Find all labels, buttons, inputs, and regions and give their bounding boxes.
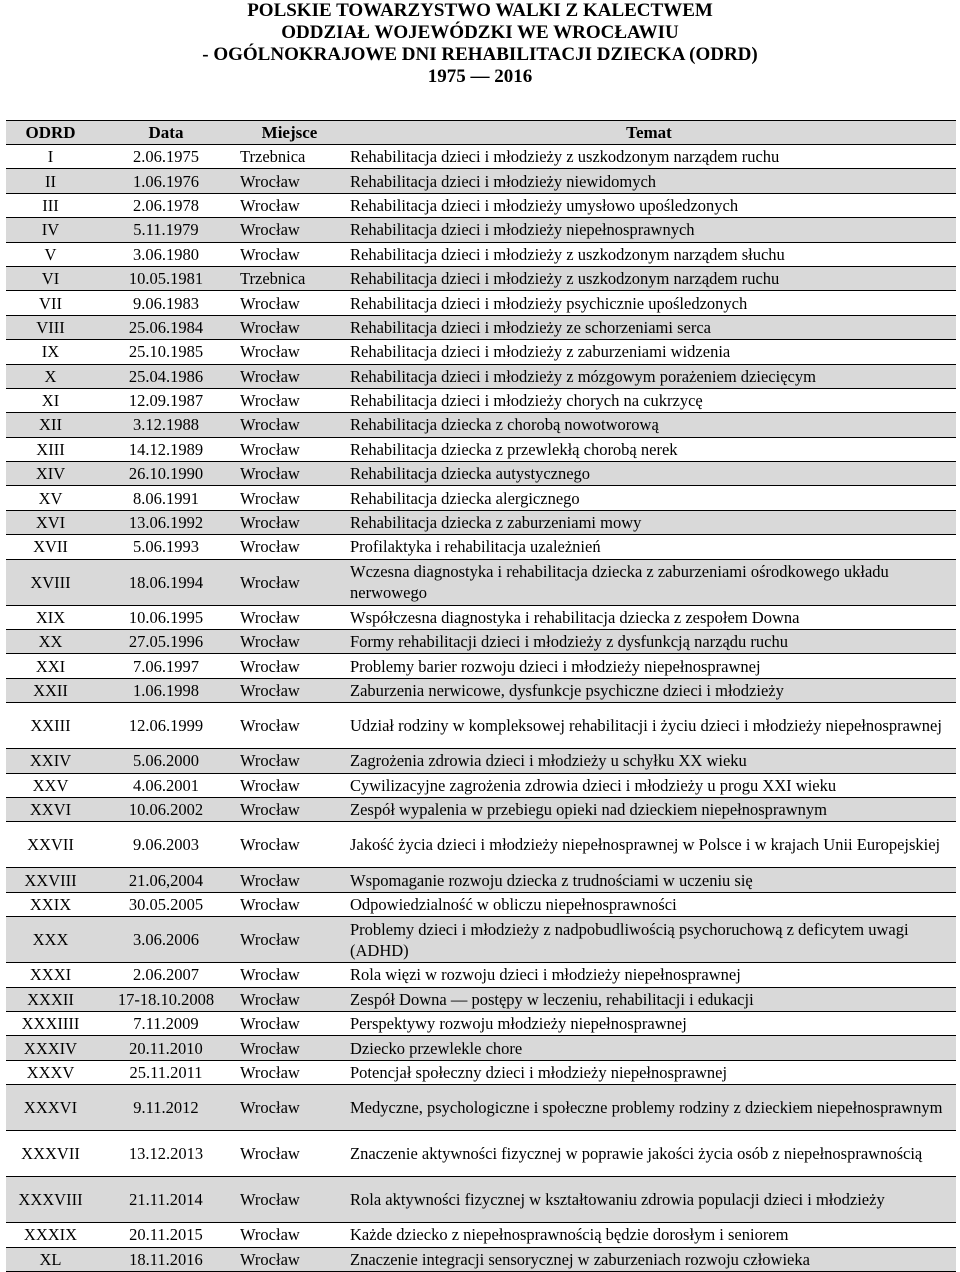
cell-odrd: XXIX: [6, 892, 95, 916]
cell-date: 25.11.2011: [95, 1060, 237, 1084]
cell-place: Wrocław: [237, 462, 342, 486]
cell-topic: Rehabilitacja dzieci i młodzieży ze schorzeniami serca: [342, 315, 956, 339]
cell-odrd: XXVII: [6, 822, 95, 868]
cell-odrd: XXXV: [6, 1060, 95, 1084]
cell-odrd: II: [6, 169, 95, 193]
cell-topic: Rehabilitacja dziecka z przewlekłą chorobą nerek: [342, 437, 956, 461]
table-row: [6, 1131, 956, 1177]
header-line-4: 1975 — 2016: [427, 66, 533, 87]
cell-date: 10.06.1995: [95, 605, 237, 629]
table-row: [6, 1085, 956, 1131]
cell-place: Wrocław: [237, 892, 342, 916]
table-row: [6, 510, 956, 534]
table-row: [6, 462, 956, 486]
header-line-3: - OGÓLNOKRAJOWE DNI REHABILITACJI DZIECKA (ODRD): [202, 44, 758, 65]
cell-topic: Wczesna diagnostyka i rehabilitacja dziecka z zaburzeniami ośrodkowego układu nerwowego: [342, 559, 956, 605]
cell-topic: Rehabilitacja dziecka z zaburzeniami mowy: [342, 510, 956, 534]
cell-date: 10.06.2002: [95, 797, 237, 821]
cell-date: 13.06.1992: [95, 510, 237, 534]
table-row: [6, 678, 956, 702]
cell-topic: Zespół Downa — postępy w leczeniu, rehabilitacji i edukacji: [342, 987, 956, 1011]
cell-odrd: XII: [6, 413, 95, 437]
cell-topic: Rehabilitacja dzieci i młodzieży niepełnosprawnych: [342, 218, 956, 242]
cell-topic: Dziecko przewlekle chore: [342, 1036, 956, 1060]
cell-date: 4.06.2001: [95, 773, 237, 797]
cell-odrd: XV: [6, 486, 95, 510]
cell-topic: Problemy dzieci i młodzieży z nadpobudliwością psychoruchową z deficytem uwagi (ADHD): [342, 917, 956, 963]
cell-topic: Cywilizacyjne zagrożenia zdrowia dzieci i młodzieży u progu XXI wieku: [342, 773, 956, 797]
cell-odrd: V: [6, 242, 95, 266]
cell-topic: Współczesna diagnostyka i rehabilitacja dziecka z zespołem Downa: [342, 605, 956, 629]
cell-date: 5.11.1979: [95, 218, 237, 242]
cell-odrd: III: [6, 193, 95, 217]
cell-topic: Potencjał społeczny dzieci i młodzieży niepełnosprawnej: [342, 1060, 956, 1084]
table-body: [6, 145, 956, 1272]
cell-date: 7.11.2009: [95, 1011, 237, 1035]
cell-topic: Rola aktywności fizycznej w kształtowaniu zdrowia populacji dzieci i młodzieży: [342, 1177, 956, 1223]
table-row: [6, 291, 956, 315]
cell-date: 3.12.1988: [95, 413, 237, 437]
cell-place: Wrocław: [237, 291, 342, 315]
table-row: [6, 773, 956, 797]
table-row: [6, 868, 956, 892]
cell-topic: Rehabilitacja dzieci i młodzieży niewidomych: [342, 169, 956, 193]
cell-date: 9.06.2003: [95, 822, 237, 868]
table-row: [6, 703, 956, 749]
cell-place: Wrocław: [237, 987, 342, 1011]
cell-date: 17-18.10.2008: [95, 987, 237, 1011]
cell-place: Wrocław: [237, 315, 342, 339]
table-row: [6, 242, 956, 266]
cell-odrd: XIV: [6, 462, 95, 486]
cell-topic: Zespół wypalenia w przebiegu opieki nad dzieckiem niepełnosprawnym: [342, 797, 956, 821]
cell-topic: Rehabilitacja dzieci i młodzieży chorych na cukrzycę: [342, 388, 956, 412]
cell-date: 5.06.2000: [95, 749, 237, 773]
table-row: [6, 1036, 956, 1060]
cell-odrd: XXIII: [6, 703, 95, 749]
odrd-table: [6, 120, 956, 1272]
cell-odrd: XXXII: [6, 987, 95, 1011]
cell-date: 9.11.2012: [95, 1085, 237, 1131]
cell-topic: Odpowiedzialność w obliczu niepełnosprawności: [342, 892, 956, 916]
cell-place: Wrocław: [237, 559, 342, 605]
header-line-2: ODDZIAŁ WOJEWÓDZKI WE WROCŁAWIU: [281, 22, 679, 43]
cell-odrd: X: [6, 364, 95, 388]
cell-place: Wrocław: [237, 1223, 342, 1247]
cell-topic: Rehabilitacja dzieci i młodzieży z uszkodzonym narządem słuchu: [342, 242, 956, 266]
cell-place: Wrocław: [237, 917, 342, 963]
column-header-odrd: ODRD: [6, 121, 95, 145]
cell-topic: Znaczenie integracji sensorycznej w zaburzeniach rozwoju człowieka: [342, 1247, 956, 1271]
table-header-row: [6, 121, 956, 145]
table-row: [6, 486, 956, 510]
cell-place: Wrocław: [237, 773, 342, 797]
cell-topic: Profilaktyka i rehabilitacja uzależnień: [342, 535, 956, 559]
cell-odrd: XVI: [6, 510, 95, 534]
cell-place: Wrocław: [237, 486, 342, 510]
cell-odrd: VIII: [6, 315, 95, 339]
cell-date: 12.09.1987: [95, 388, 237, 412]
cell-date: 8.06.1991: [95, 486, 237, 510]
cell-date: 27.05.1996: [95, 630, 237, 654]
cell-date: 20.11.2015: [95, 1223, 237, 1247]
cell-place: Wrocław: [237, 364, 342, 388]
cell-odrd: XI: [6, 388, 95, 412]
cell-date: 21.06,2004: [95, 868, 237, 892]
cell-date: 5.06.1993: [95, 535, 237, 559]
cell-place: Wrocław: [237, 654, 342, 678]
table-row: [6, 388, 956, 412]
cell-odrd: XXII: [6, 678, 95, 702]
cell-place: Wrocław: [237, 218, 342, 242]
cell-odrd: XXXVII: [6, 1131, 95, 1177]
cell-topic: Perspektywy rozwoju młodzieży niepełnosprawnej: [342, 1011, 956, 1035]
table-row: [6, 963, 956, 987]
cell-odrd: XX: [6, 630, 95, 654]
cell-date: 25.10.1985: [95, 340, 237, 364]
cell-place: Wrocław: [237, 630, 342, 654]
cell-place: Wrocław: [237, 1247, 342, 1271]
cell-topic: Rehabilitacja dziecka z chorobą nowotworową: [342, 413, 956, 437]
cell-topic: Udział rodziny w kompleksowej rehabilitacji i życiu dzieci i młodzieży niepełnosprawnej: [342, 703, 956, 749]
cell-place: Wrocław: [237, 1060, 342, 1084]
cell-odrd: XXV: [6, 773, 95, 797]
table-row: [6, 1223, 956, 1247]
table-row: [6, 1177, 956, 1223]
cell-place: Wrocław: [237, 193, 342, 217]
cell-odrd: XXI: [6, 654, 95, 678]
cell-topic: Rehabilitacja dziecka alergicznego: [342, 486, 956, 510]
table-row: [6, 218, 956, 242]
cell-place: Wrocław: [237, 678, 342, 702]
cell-odrd: XXVI: [6, 797, 95, 821]
cell-odrd: XIII: [6, 437, 95, 461]
table-row: [6, 1011, 956, 1035]
cell-topic: Rehabilitacja dzieci i młodzieży psychicznie upośledzonych: [342, 291, 956, 315]
cell-place: Wrocław: [237, 1085, 342, 1131]
cell-place: Wrocław: [237, 1177, 342, 1223]
table-row: [6, 654, 956, 678]
cell-place: Wrocław: [237, 1036, 342, 1060]
cell-topic: Medyczne, psychologiczne i społeczne problemy rodziny z dzieckiem niepełnosprawnym: [342, 1085, 956, 1131]
cell-date: 3.06.2006: [95, 917, 237, 963]
cell-date: 2.06.2007: [95, 963, 237, 987]
table-row: [6, 413, 956, 437]
cell-odrd: XXIV: [6, 749, 95, 773]
cell-date: 18.11.2016: [95, 1247, 237, 1271]
cell-place: Wrocław: [237, 340, 342, 364]
cell-odrd: XXXIX: [6, 1223, 95, 1247]
cell-odrd: XXX: [6, 917, 95, 963]
table-row: [6, 315, 956, 339]
cell-place: Wrocław: [237, 1131, 342, 1177]
table-row: [6, 535, 956, 559]
cell-topic: Problemy barier rozwoju dzieci i młodzieży niepełnosprawnej: [342, 654, 956, 678]
cell-date: 20.11.2010: [95, 1036, 237, 1060]
cell-date: 13.12.2013: [95, 1131, 237, 1177]
cell-date: 25.06.1984: [95, 315, 237, 339]
cell-place: Wrocław: [237, 169, 342, 193]
cell-place: Wrocław: [237, 535, 342, 559]
cell-topic: Zagrożenia zdrowia dzieci i młodzieży u schyłku XX wieku: [342, 749, 956, 773]
column-header-miejsce: Miejsce: [237, 121, 342, 145]
table-row: [6, 630, 956, 654]
cell-odrd: XL: [6, 1247, 95, 1271]
table-row: [6, 364, 956, 388]
cell-place: Wrocław: [237, 703, 342, 749]
table-row: [6, 193, 956, 217]
cell-topic: Znaczenie aktywności fizycznej w poprawie jakości życia osób z niepełnosprawnością: [342, 1131, 956, 1177]
cell-date: 1.06.1976: [95, 169, 237, 193]
cell-odrd: IV: [6, 218, 95, 242]
table-row: [6, 605, 956, 629]
table-row: [6, 437, 956, 461]
cell-topic: Rehabilitacja dziecka autystycznego: [342, 462, 956, 486]
cell-date: 21.11.2014: [95, 1177, 237, 1223]
cell-place: Wrocław: [237, 242, 342, 266]
cell-place: Trzebnica: [237, 266, 342, 290]
cell-topic: Rehabilitacja dzieci i młodzieży z mózgowym porażeniem dziecięcym: [342, 364, 956, 388]
cell-topic: Każde dziecko z niepełnosprawnością będzie dorosłym i seniorem: [342, 1223, 956, 1247]
cell-odrd: XXXIIII: [6, 1011, 95, 1035]
cell-topic: Formy rehabilitacji dzieci i młodzieży z dysfunkcją narządu ruchu: [342, 630, 956, 654]
cell-date: 3.06.1980: [95, 242, 237, 266]
cell-date: 30.05.2005: [95, 892, 237, 916]
cell-odrd: XXXVI: [6, 1085, 95, 1131]
cell-place: Wrocław: [237, 510, 342, 534]
column-header-temat: Temat: [342, 121, 956, 145]
table-row: [6, 917, 956, 963]
cell-odrd: XVII: [6, 535, 95, 559]
table-row: [6, 145, 956, 169]
cell-place: Trzebnica: [237, 145, 342, 169]
cell-date: 2.06.1975: [95, 145, 237, 169]
cell-place: Wrocław: [237, 749, 342, 773]
cell-place: Wrocław: [237, 413, 342, 437]
cell-place: Wrocław: [237, 605, 342, 629]
cell-date: 14.12.1989: [95, 437, 237, 461]
table-row: [6, 749, 956, 773]
cell-odrd: XVIII: [6, 559, 95, 605]
cell-date: 26.10.1990: [95, 462, 237, 486]
table-row: [6, 559, 956, 605]
cell-topic: Rehabilitacja dzieci i młodzieży umysłowo upośledzonych: [342, 193, 956, 217]
cell-odrd: IX: [6, 340, 95, 364]
cell-topic: Rehabilitacja dzieci i młodzieży z uszkodzonym narządem ruchu: [342, 266, 956, 290]
table-row: [6, 169, 956, 193]
cell-place: Wrocław: [237, 797, 342, 821]
cell-place: Wrocław: [237, 822, 342, 868]
document-header: [0, 0, 960, 100]
cell-odrd: XIX: [6, 605, 95, 629]
cell-topic: Zaburzenia nerwicowe, dysfunkcje psychiczne dzieci i młodzieży: [342, 678, 956, 702]
cell-topic: Wspomaganie rozwoju dziecka z trudnościami w uczeniu się: [342, 868, 956, 892]
cell-topic: Jakość życia dzieci i młodzieży niepełnosprawnej w Polsce i w krajach Unii Europejskiej: [342, 822, 956, 868]
table-row: [6, 987, 956, 1011]
table-row: [6, 1060, 956, 1084]
table-row: [6, 892, 956, 916]
table-row: [6, 1247, 956, 1271]
cell-date: 25.04.1986: [95, 364, 237, 388]
cell-odrd: VII: [6, 291, 95, 315]
table-row: [6, 266, 956, 290]
table-row: [6, 340, 956, 364]
cell-odrd: XXVIII: [6, 868, 95, 892]
cell-odrd: I: [6, 145, 95, 169]
cell-place: Wrocław: [237, 437, 342, 461]
cell-place: Wrocław: [237, 1011, 342, 1035]
column-header-data: Data: [95, 121, 237, 145]
cell-topic: Rola więzi w rozwoju dzieci i młodzieży niepełnosprawnej: [342, 963, 956, 987]
cell-odrd: VI: [6, 266, 95, 290]
cell-date: 2.06.1978: [95, 193, 237, 217]
header-line-1: POLSKIE TOWARZYSTWO WALKI Z KALECTWEM: [247, 0, 713, 21]
cell-place: Wrocław: [237, 868, 342, 892]
cell-odrd: XXXVIII: [6, 1177, 95, 1223]
cell-topic: Rehabilitacja dzieci i młodzieży z zaburzeniami widzenia: [342, 340, 956, 364]
cell-odrd: XXXIV: [6, 1036, 95, 1060]
table-row: [6, 822, 956, 868]
cell-odrd: XXXI: [6, 963, 95, 987]
cell-date: 7.06.1997: [95, 654, 237, 678]
cell-date: 12.06.1999: [95, 703, 237, 749]
table-row: [6, 797, 956, 821]
cell-place: Wrocław: [237, 388, 342, 412]
cell-topic: Rehabilitacja dzieci i młodzieży z uszkodzonym narządem ruchu: [342, 145, 956, 169]
cell-date: 9.06.1983: [95, 291, 237, 315]
cell-date: 1.06.1998: [95, 678, 237, 702]
cell-date: 18.06.1994: [95, 559, 237, 605]
cell-date: 10.05.1981: [95, 266, 237, 290]
cell-place: Wrocław: [237, 963, 342, 987]
